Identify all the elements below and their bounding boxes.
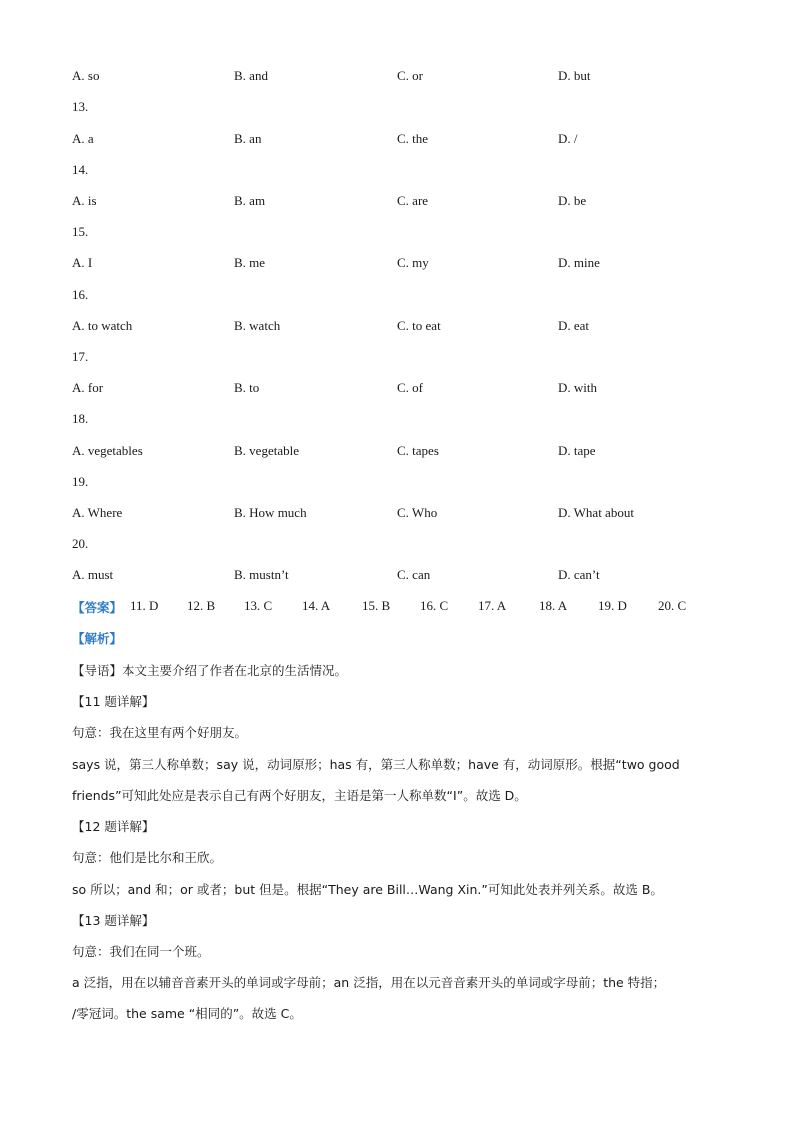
option-c: C. my bbox=[397, 255, 429, 270]
option-c: C. can bbox=[397, 567, 431, 582]
answer-item: 18. A bbox=[539, 598, 568, 613]
option-a: A. must bbox=[72, 567, 114, 582]
answer-label: 【答案】 bbox=[72, 600, 123, 615]
question-20-options bbox=[72, 567, 732, 587]
question-number: 18. bbox=[72, 411, 89, 426]
answer-item: 19. D bbox=[598, 598, 627, 613]
question-number: 17. bbox=[72, 349, 89, 364]
option-b: B. to bbox=[234, 380, 260, 395]
option-a: A. a bbox=[72, 131, 94, 146]
question-13-options bbox=[72, 131, 732, 151]
answer-item: 13. C bbox=[244, 598, 273, 613]
answer-item: 12. B bbox=[187, 598, 216, 613]
option-a: A. so bbox=[72, 68, 100, 83]
answer-key bbox=[72, 598, 722, 618]
option-c: C. are bbox=[397, 193, 429, 208]
option-a: A. vegetables bbox=[72, 443, 143, 458]
option-b: B. mustn’t bbox=[234, 567, 289, 582]
question-17-options bbox=[72, 380, 732, 400]
q11-heading: 【11 题详解】 bbox=[72, 694, 155, 709]
question-number: 15. bbox=[72, 224, 89, 239]
q12-heading: 【12 题详解】 bbox=[72, 819, 155, 834]
question-19-options bbox=[72, 505, 732, 525]
option-d: D. with bbox=[558, 380, 597, 395]
option-c: C. Who bbox=[397, 505, 438, 520]
option-a: A. I bbox=[72, 255, 93, 270]
option-b: B. am bbox=[234, 193, 266, 208]
option-d: D. eat bbox=[558, 318, 590, 333]
option-d: D. What about bbox=[558, 505, 634, 520]
option-b: B. and bbox=[234, 68, 268, 83]
q11-explanation-line2: friends”可知此处应是表示自己有两个好朋友，主语是第一人称单数“I”。故选 D。 bbox=[72, 788, 527, 803]
q12-meaning: 句意：他们是比尔和王欣。 bbox=[72, 850, 223, 865]
q11-meaning: 句意：我在这里有两个好朋友。 bbox=[72, 725, 248, 740]
q13-explanation-line2: /零冠词。the same “相同的”。故选 C。 bbox=[72, 1006, 302, 1021]
option-d: D. be bbox=[558, 193, 587, 208]
option-c: C. the bbox=[397, 131, 429, 146]
question-12-options bbox=[72, 68, 732, 88]
option-d: D. / bbox=[558, 131, 578, 146]
answer-item: 11. D bbox=[130, 598, 159, 613]
option-a: A. Where bbox=[72, 505, 123, 520]
question-15-options bbox=[72, 255, 732, 275]
option-c: C. to eat bbox=[397, 318, 441, 333]
option-b: B. an bbox=[234, 131, 262, 146]
answer-item: 14. A bbox=[302, 598, 331, 613]
option-d: D. but bbox=[558, 68, 591, 83]
question-number: 14. bbox=[72, 162, 89, 177]
guide-text: 【导语】本文主要介绍了作者在北京的生活情况。 bbox=[72, 663, 348, 678]
option-b: B. How much bbox=[234, 505, 307, 520]
question-number: 19. bbox=[72, 474, 89, 489]
option-d: D. tape bbox=[558, 443, 596, 458]
analysis-label: 【解析】 bbox=[72, 631, 123, 646]
question-14-options bbox=[72, 193, 732, 213]
option-c: C. of bbox=[397, 380, 423, 395]
q12-explanation: so 所以；and 和；or 或者；but 但是。根据“They are Bill…Wang Xin.”可知此处表并列关系。故选 B。 bbox=[72, 882, 663, 897]
question-number: 13. bbox=[72, 99, 89, 114]
answer-item: 17. A bbox=[478, 598, 507, 613]
question-number: 20. bbox=[72, 536, 89, 551]
option-a: A. is bbox=[72, 193, 97, 208]
answer-item: 15. B bbox=[362, 598, 391, 613]
q13-heading: 【13 题详解】 bbox=[72, 913, 155, 928]
q13-explanation-line1: a 泛指，用在以辅音音素开头的单词或字母前；an 泛指，用在以元音音素开头的单词或字母前；the 特指； bbox=[72, 975, 666, 990]
option-b: B. me bbox=[234, 255, 266, 270]
option-c: C. tapes bbox=[397, 443, 439, 458]
question-number: 16. bbox=[72, 287, 89, 302]
option-b: B. watch bbox=[234, 318, 281, 333]
question-16-options bbox=[72, 318, 732, 338]
option-d: D. can’t bbox=[558, 567, 600, 582]
option-d: D. mine bbox=[558, 255, 600, 270]
question-18-options bbox=[72, 443, 732, 463]
answer-item: 16. C bbox=[420, 598, 449, 613]
option-c: C. or bbox=[397, 68, 423, 83]
answer-item: 20. C bbox=[658, 598, 687, 613]
option-a: A. for bbox=[72, 380, 104, 395]
option-b: B. vegetable bbox=[234, 443, 299, 458]
q11-explanation-line1: says 说，第三人称单数；say 说，动词原形；has 有，第三人称单数；have 有，动词原形。根据“two good bbox=[72, 757, 680, 772]
option-a: A. to watch bbox=[72, 318, 133, 333]
q13-meaning: 句意：我们在同一个班。 bbox=[72, 944, 210, 959]
